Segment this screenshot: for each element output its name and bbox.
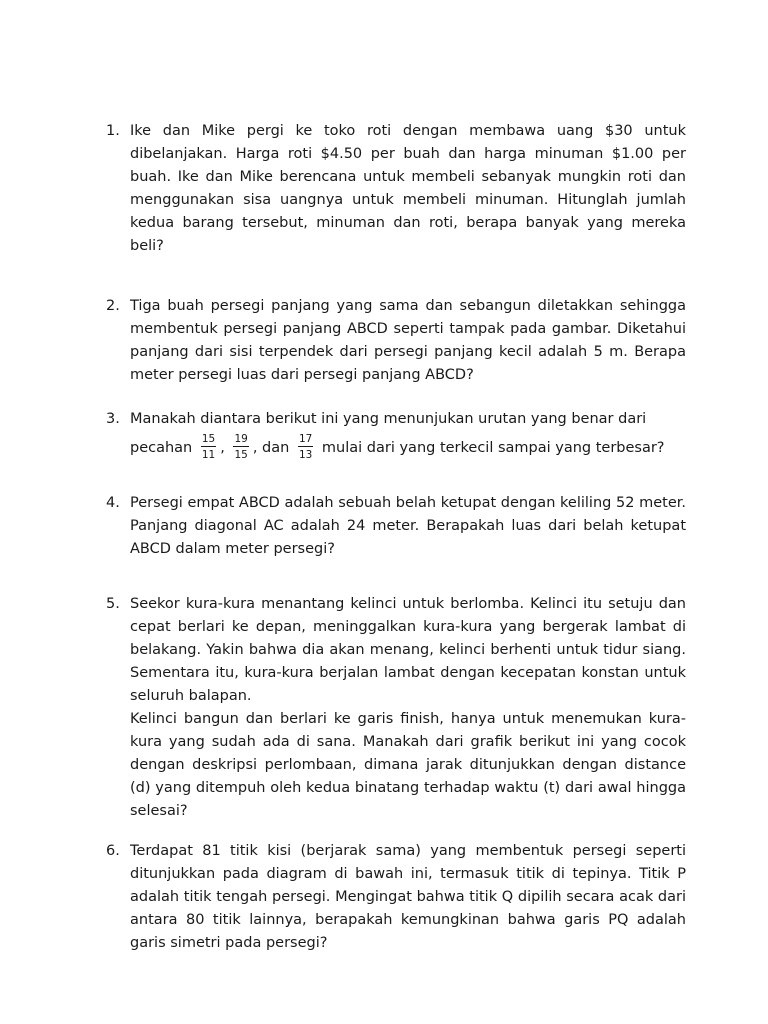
- question-number: 6.: [106, 843, 120, 859]
- fraction-separator: , dan: [252, 440, 290, 456]
- question-text: Manakah diantara berikut ini yang menunjukan urutan yang benar dari: [130, 411, 647, 427]
- question-number: 2.: [106, 298, 120, 314]
- fraction-denominator: 15: [234, 449, 248, 461]
- question-paragraph-1: Seekor kura-kura menantang kelinci untuk berlomba. Kelinci itu setuju dan cepat berlari ke depan, meninggalkan kura-kura yang bergerak lambat di belakang. Yakin bahwa dia akan menang, kelinci berhenti untuk tidur siang. Sementara itu, kura-kura berjalan lambat dengan kecepatan konstan untuk seluruh balapan.: [130, 596, 686, 704]
- question-4: [106, 492, 686, 561]
- question-number: 1.: [106, 123, 120, 139]
- question-number: 3.: [106, 411, 120, 427]
- question-text: Ike dan Mike pergi ke toko roti dengan membawa uang $30 untuk dibelanjakan. Harga roti $4.50 per buah dan harga minuman $1.00 per buah. Ike dan Mike berencana untuk membeli sebanyak mungkin roti dan menggunakan sisa uangnya untuk membeli minuman. Hitunglah jumlah kedua barang tersebut, minuman dan roti, berapa banyak yang mereka beli?: [130, 123, 686, 254]
- question-text: Persegi empat ABCD adalah sebuah belah ketupat dengan keliling 52 meter. Panjang diagonal AC adalah 24 meter. Berapakah luas dari belah ketupat ABCD dalam meter persegi?: [130, 495, 686, 557]
- question-number: 5.: [106, 596, 120, 612]
- fraction-2: [233, 433, 248, 461]
- fraction-numerator: 15: [201, 433, 216, 445]
- question-text: Tiga buah persegi panjang yang sama dan sebangun diletakkan sehingga membentuk persegi panjang ABCD seperti tampak pada gambar. Diketahui panjang dari sisi terpendek dari persegi panjang kecil adalah 5 m. Berapa meter persegi luas dari persegi panjang ABCD?: [130, 298, 686, 383]
- fraction-prefix: pecahan: [130, 440, 193, 456]
- fraction-numerator: 17: [298, 433, 313, 445]
- fraction-suffix: mulai dari yang terkecil sampai yang terbesar?: [321, 440, 665, 456]
- fraction-denominator: 11: [201, 449, 216, 461]
- question-paragraph-2: Kelinci bangun dan berlari ke garis finish, hanya untuk menemukan kura-kura yang sudah ada di sana. Manakah dari grafik berikut ini yang cocok dengan deskripsi perlombaan, dimana jarak ditunjukkan dengan distance (d) yang ditempuh oleh kedua binatang terhadap waktu (t) dari awal hingga selesai?: [130, 711, 686, 819]
- question-5: [106, 593, 686, 823]
- fraction-numerator: 19: [234, 433, 248, 445]
- question-number: 4.: [106, 495, 120, 511]
- question-3: [106, 408, 686, 462]
- question-6: [106, 840, 686, 955]
- fraction-denominator: 13: [298, 449, 313, 461]
- fraction-1: [201, 433, 216, 461]
- fraction-3: [298, 433, 313, 461]
- question-2: [106, 295, 686, 387]
- question-1: [106, 120, 686, 258]
- fraction-separator: ,: [220, 440, 225, 456]
- fraction-line: [130, 434, 686, 462]
- question-text: Terdapat 81 titik kisi (berjarak sama) yang membentuk persegi seperti ditunjukkan pada diagram di bawah ini, termasuk titik di tepinya. Titik P adalah titik tengah persegi. Mengingat bahwa titik Q dipilih secara acak dari antara 80 titik lainnya, berapakah kemungkinan bahwa garis PQ adalah garis simetri pada persegi?: [130, 843, 686, 951]
